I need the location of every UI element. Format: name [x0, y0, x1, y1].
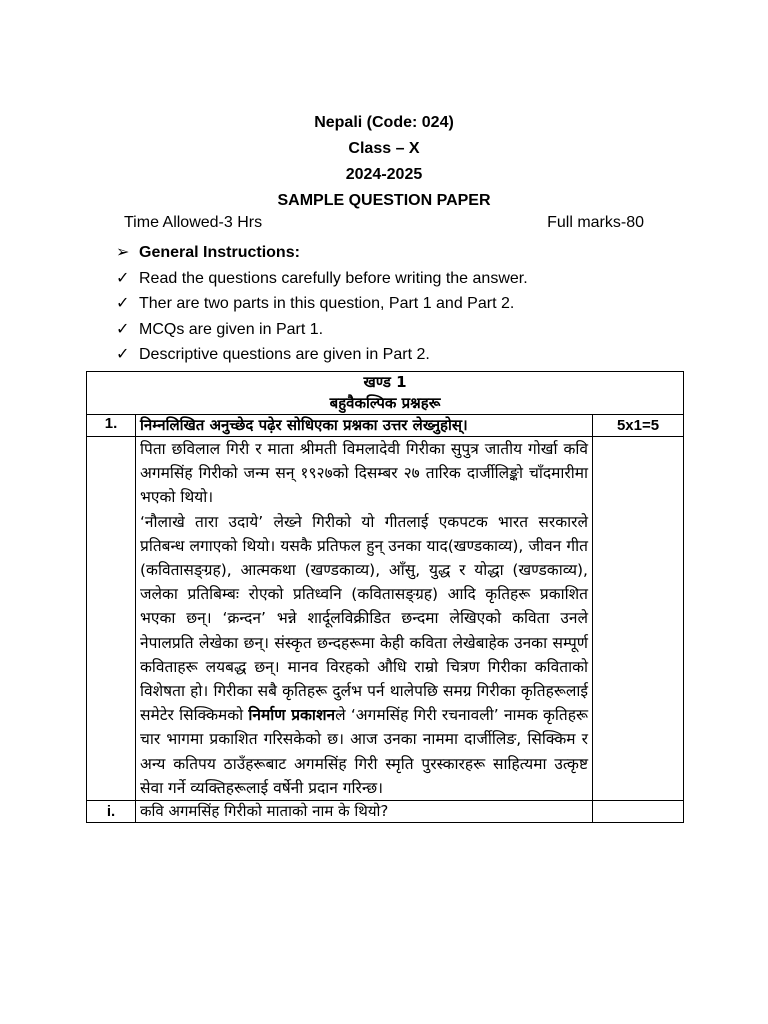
instructions-heading-row: [116, 240, 676, 266]
question-marks: 5x1=5: [593, 415, 684, 437]
instruction-item: ✓ Descriptive questions are given in Part 2.: [116, 342, 676, 368]
instructions-heading: General Instructions:: [139, 244, 300, 261]
full-marks: Full marks-80: [547, 214, 644, 231]
paper-header: [0, 110, 768, 214]
question-number: 1.: [87, 415, 136, 437]
subject-title: Nepali (Code: 024): [314, 114, 454, 131]
subquestion-text: कवि अगमसिंह गिरीको माताको नाम के थियो?: [136, 801, 593, 823]
checkmark-icon: ✓: [116, 269, 130, 287]
general-instructions: [116, 240, 676, 368]
paper-title: SAMPLE QUESTION PAPER: [277, 192, 491, 209]
time-allowed: Time Allowed-3 Hrs: [124, 214, 263, 231]
question-text: निम्नलिखित अनुच्छेद पढ़ेर सोधिएका प्रश्नका उत्तर लेख्नुहोस्।: [136, 415, 593, 437]
question-table: [86, 371, 684, 823]
section-title: खण्ड 1: [363, 373, 407, 391]
instruction-item: ✓ MCQs are given in Part 1.: [116, 317, 676, 343]
section-subtitle: बहुवैकल्पिक प्रश्नहरू: [329, 394, 441, 412]
subquestion-row: [87, 801, 684, 823]
instruction-item: ✓ Ther are two parts in this question, Part 1 and Part 2.: [116, 291, 676, 317]
passage-paragraph: पिता छविलाल गिरी र माता श्रीमती विमलादेवी गिरीका सुपुत्र जातीय गोर्खा कवि अगमसिंह गिरीको जन्म सन् १९२७को दिसम्बर २७ तारिक दार्जीलिङ्को चाँदमारीमा भएको थियो।: [140, 440, 588, 507]
passage-paragraph: ‘नौलाखे तारा उदाये’ लेख्ने गिरीको यो गीतलाई एकपटक भारत सरकारले प्रतिबन्ध लगाएको थियो। यसकै प्रतिफल हुन् उनका याद(खण्डकाव्य), जीवन गीत (कवितासङ्ग्रह), आत्मकथा (खण्डकाव्य), आँसु, युद्ध र योद्धा (खण्डकाव्य), जलेका प्रतिबिम्बः रोएको प्रतिध्वनि (कवितासङ्ग्रह) आदि कृतिहरू प्रकाशित भएका छन्। ‘क्रन्दन’ भन्ने शार्दूलविक्रीडित छन्दमा लेखिएको कविता उनले नेपालप्रति लेखेका छन्। संस्कृत छन्दहरूमा केही कविता लेखेबाहेक उनका सम्पूर्ण कविताहरू लयबद्ध छन्। मानव विरहको औधि राम्रो चित्रण गिरीका कविताको विशेषता हो। गिरीका सबै कृतिहरू दुर्लभ पर्न थालेपछि समग्र गिरीका कृतिहरूलाई समेटेर सिक्किमको निर्माण प्रकाशनले ‘अगमसिंह गिरी रचनावली’ नामक कृतिहरू चार भागमा प्रकाशित गरिसकेको छ। आज उनका नाममा दार्जीलिङ, सिक्किम र अन्य कतिपय ठाउँहरूबाट अगमसिंह गिरी स्मृति पुरस्कारहरू साहित्यमा उत्कृष्ट सेवा गर्ने व्यक्तिहरूलाई वर्षेनी प्रदान गरिन्छ।: [140, 512, 588, 797]
checkmark-icon: ✓: [116, 320, 130, 338]
passage-row: [87, 437, 684, 801]
instruction-item: ✓ Read the questions carefully before writing the answer.: [116, 266, 676, 292]
checkmark-icon: ✓: [116, 295, 130, 312]
class-label: Class – X: [348, 140, 420, 157]
subquestion-number: i.: [87, 801, 136, 823]
session-label: 2024-2025: [345, 166, 423, 183]
publisher-name: निर्माण प्रकाशन: [248, 706, 336, 725]
question-row: [87, 415, 684, 437]
arrow-bullet-icon: ➢: [116, 244, 130, 261]
reading-passage: [136, 437, 593, 801]
section-header-row: [87, 372, 684, 415]
time-marks-row: [124, 214, 644, 232]
checkmark-icon: ✓: [116, 346, 130, 363]
